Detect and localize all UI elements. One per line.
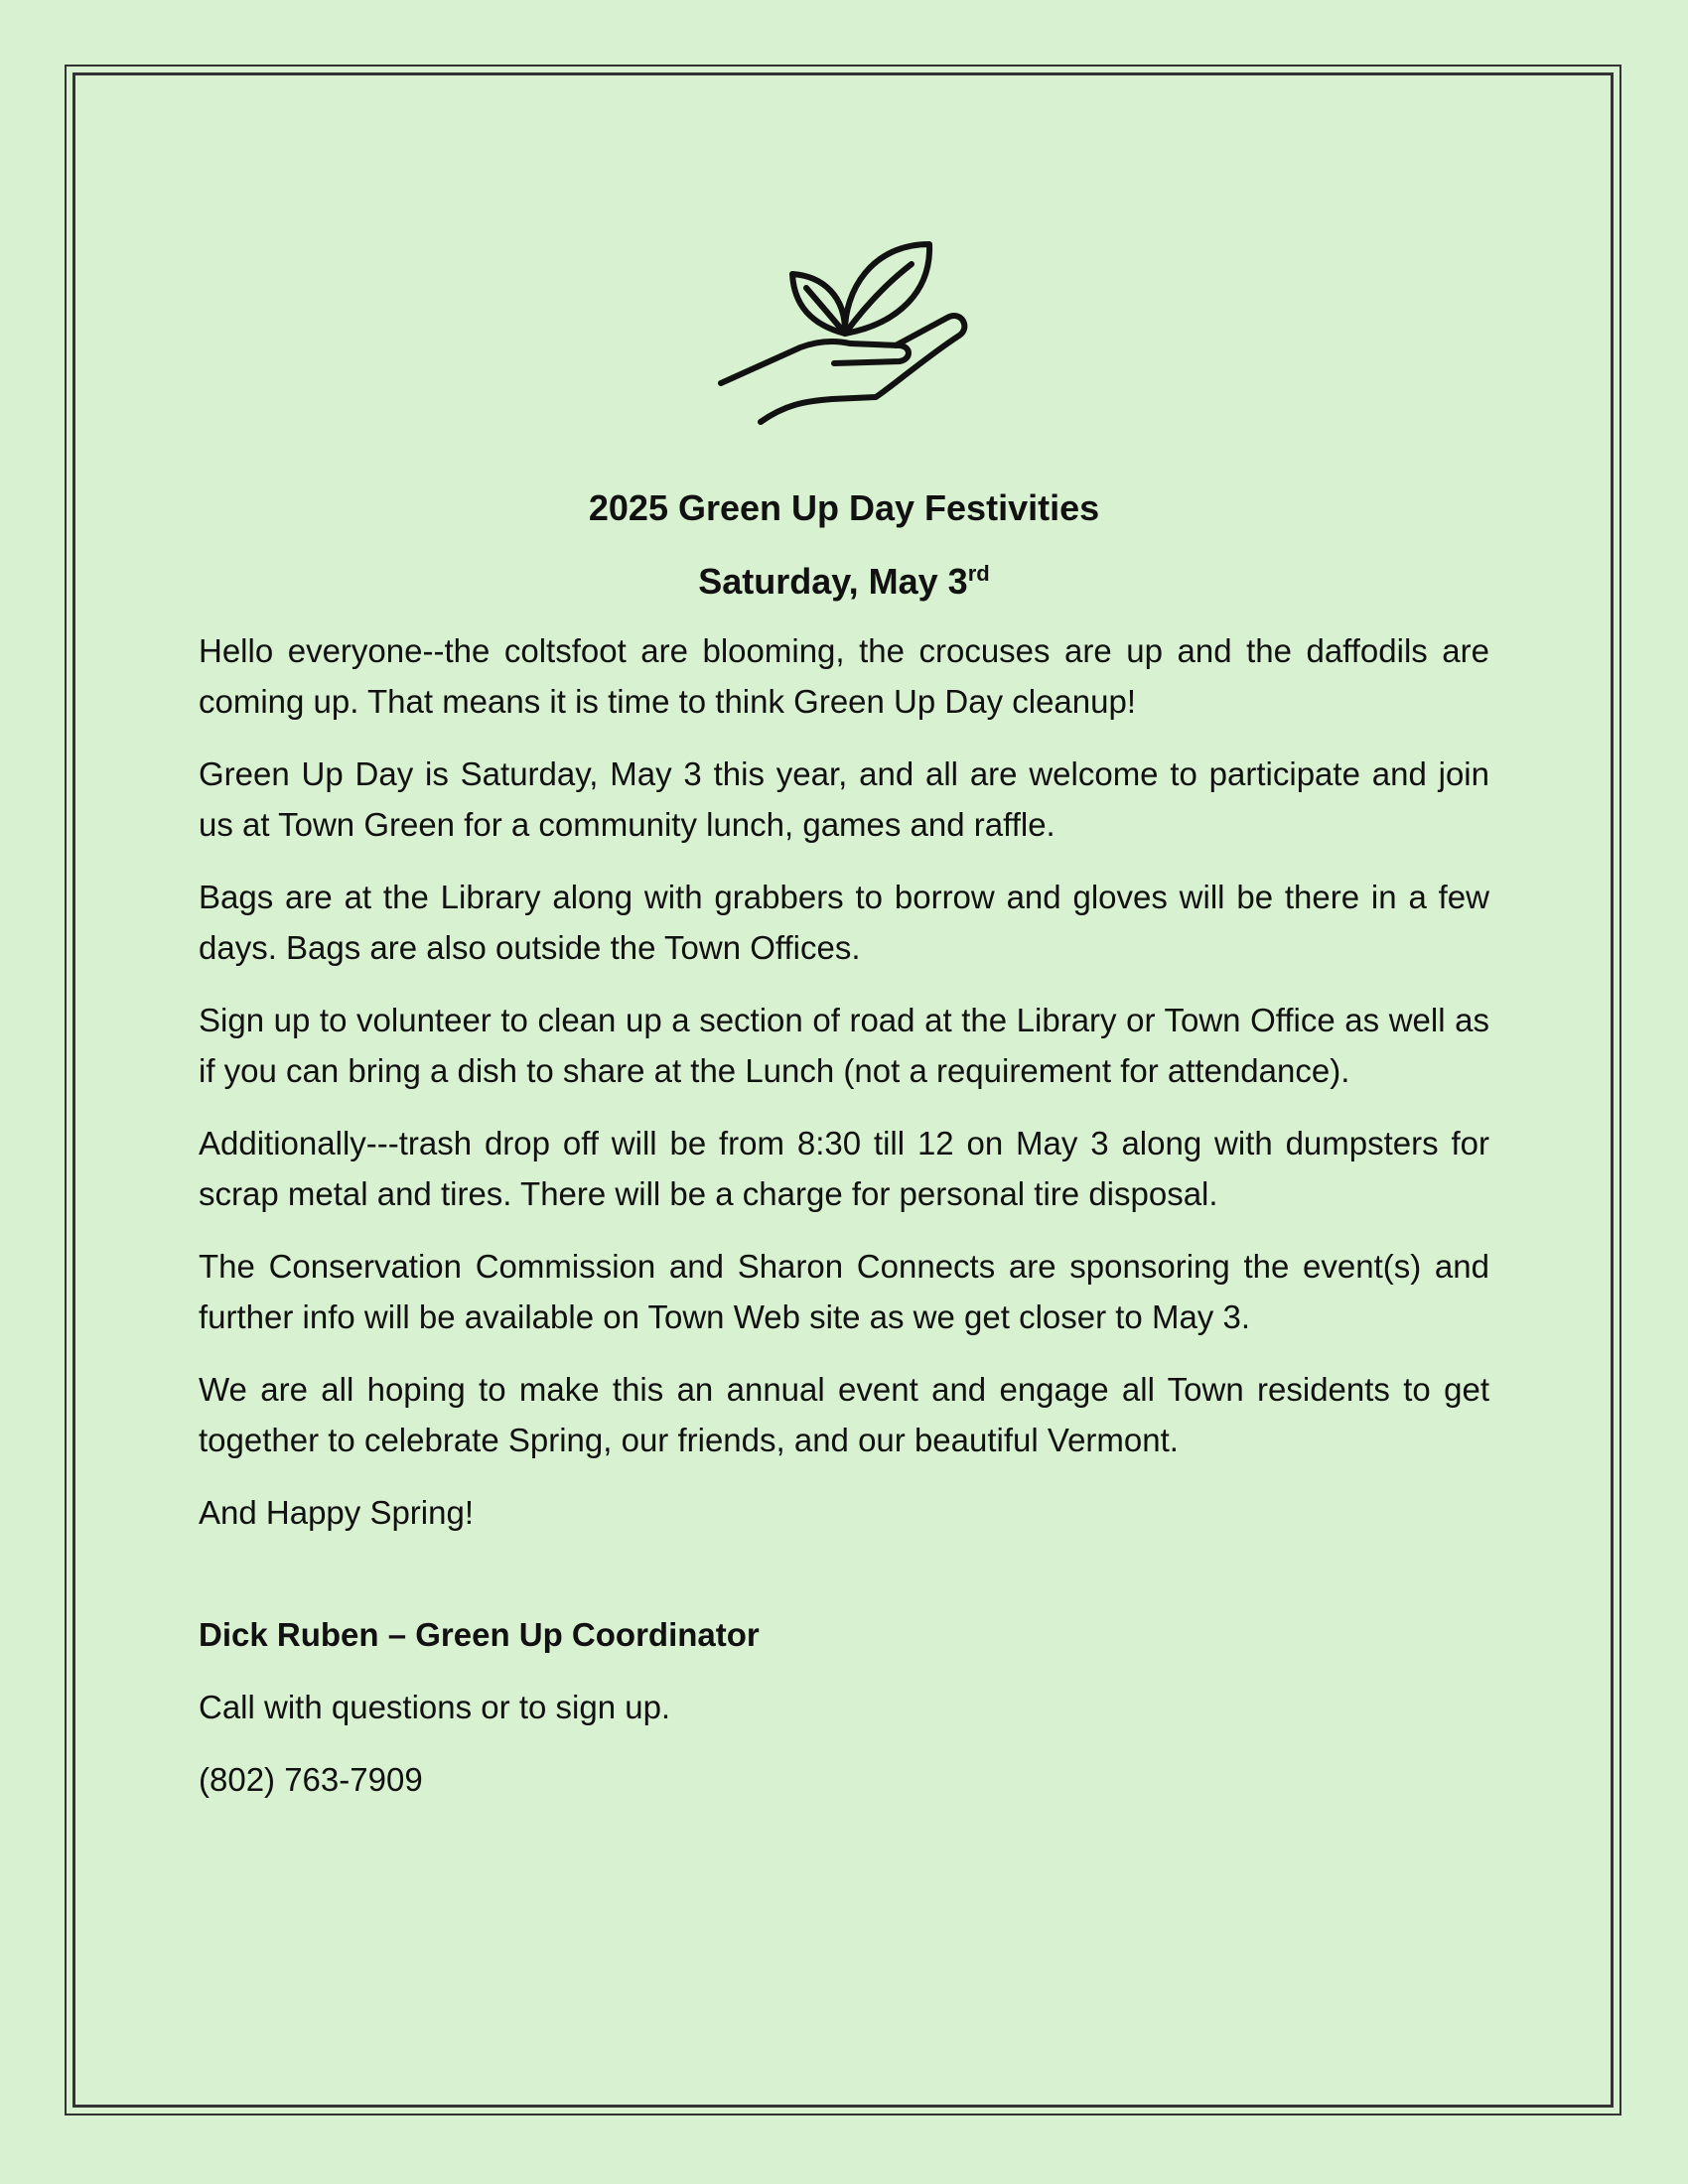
event-date-text: Saturday, May 3 — [698, 561, 968, 602]
spacer — [199, 1560, 1489, 1609]
letter-content — [199, 486, 1489, 1827]
paragraph-bags: Bags are at the Library along with grabbers to borrow and gloves will be there in a few days. Bags are also outside the Town Offices. — [199, 879, 1489, 966]
call-instructions: Call with questions or to sign up. — [199, 1689, 671, 1725]
paragraph-annual-event: We are all hoping to make this an annual event and engage all Town residents to get together to celebrate Spring, our friends, and our beautiful Vermont. — [199, 1371, 1489, 1458]
paragraph-sponsors: The Conservation Commission and Sharon Connects are sponsoring the event(s) and further info will be available on Town Web site as we get closer to May 3. — [199, 1248, 1489, 1335]
paragraph-intro: Hello everyone--the coltsfoot are blooming, the crocuses are up and the daffodils are coming up. That means it is time to think Green Up Day cleanup! — [199, 632, 1489, 720]
paragraph-closing: And Happy Spring! — [199, 1494, 475, 1531]
coordinator-signature: Dick Ruben – Green Up Coordinator — [199, 1616, 760, 1653]
paragraph-volunteer: Sign up to volunteer to clean up a section of road at the Library or Town Office as well as if you can bring a dish to share at the Lunch (not a requirement for attendance). — [199, 1002, 1489, 1089]
event-date — [199, 560, 1489, 604]
phone-number: (802) 763-7909 — [199, 1761, 423, 1798]
hand-holding-sprout-icon — [715, 236, 973, 430]
paragraph-event-details: Green Up Day is Saturday, May 3 this year, and all are welcome to participate and join us at Town Green for a community lunch, games and raffle. — [199, 755, 1489, 843]
paragraph-trash-dropoff: Additionally---trash drop off will be from 8:30 till 12 on May 3 along with dumpsters for scrap metal and tires. There will be a charge for personal tire disposal. — [199, 1125, 1489, 1212]
page-title: 2025 Green Up Day Festivities — [588, 487, 1100, 528]
event-date-suffix: rd — [967, 561, 990, 586]
